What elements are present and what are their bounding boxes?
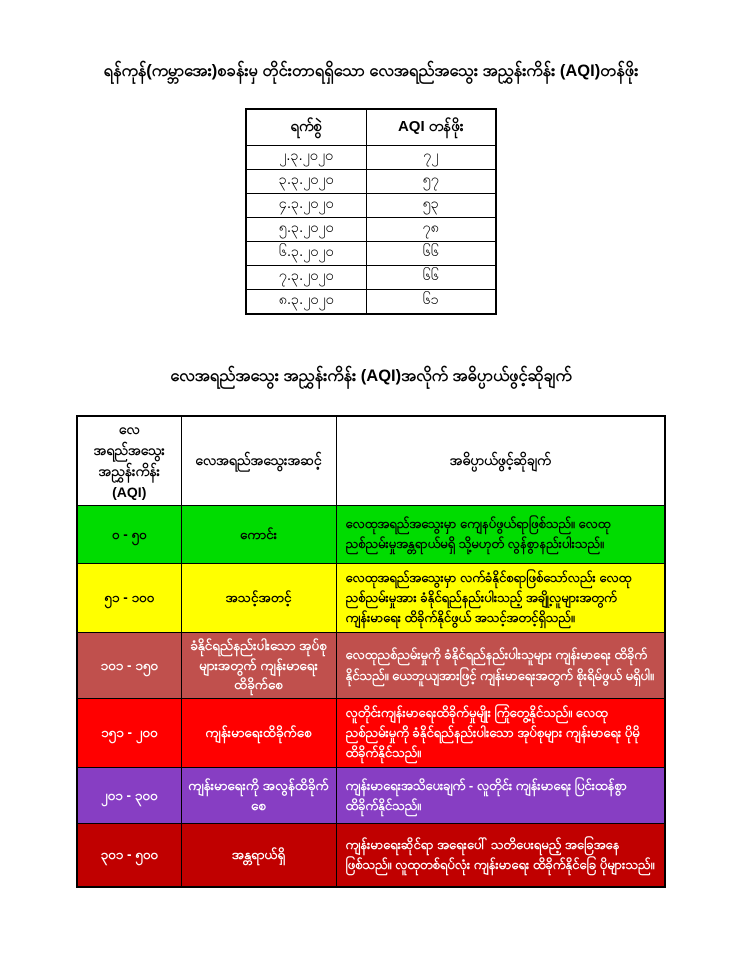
aqi-table-row <box>246 218 496 242</box>
aqi-values-table-header <box>246 109 496 146</box>
aqi-table-row <box>246 146 496 170</box>
legend-description-cell: လေထုအရည်အသွေးမှာ ကျေနပ်ဖွယ်ရာဖြစ်သည်။ လေထုညစ်ညမ်းမှုအန္တရာယ်မရှိ သို့မဟုတ် လွန်စွာနည်းပါးသည်။ <box>336 505 665 563</box>
legend-table-header <box>77 416 665 506</box>
aqi-date-cell: ၈.၃.၂၀၂၀ <box>246 290 366 314</box>
aqi-date-cell: ၃.၃.၂၀၂၀ <box>246 170 366 194</box>
legend-header-row <box>77 416 665 506</box>
legend-level-cell: ကျန်းမာရေးကို အလွန်ထိခိုက်စေ <box>181 768 336 824</box>
aqi-value-cell: ၅၃ <box>366 194 496 218</box>
aqi-table-header-date: ရက်စွဲ <box>246 109 366 146</box>
legend-row <box>77 505 665 563</box>
aqi-date-cell: ၅.၃.၂၀၂၀ <box>246 218 366 242</box>
aqi-value-cell: ၆၆ <box>366 242 496 266</box>
aqi-legend-table <box>76 415 666 888</box>
legend-header-level: လေအရည်အသွေးအဆင့် <box>181 416 336 506</box>
legend-row <box>77 768 665 824</box>
aqi-value-cell: ၇၂ <box>366 146 496 170</box>
legend-description-cell: လူတိုင်းကျန်းမာရေးထိခိုက်မှုမျိုး ကြုံတွေ့နိုင်သည်။ လေထုညစ်ညမ်းမှုကို ခံနိုင်ရည်နည်းပါးသော အုပ်စုများ ကျန်းမာရေး ပိုမိုထိခိုက်နိုင်သည်။ <box>336 698 665 767</box>
aqi-table-row <box>246 170 496 194</box>
legend-row <box>77 633 665 699</box>
aqi-values-table-body <box>246 146 496 314</box>
legend-range-cell: ၃၀၁ - ၅၀၀ <box>77 824 181 887</box>
legend-row <box>77 563 665 632</box>
legend-level-cell: အန္တရာယ်ရှိ <box>181 824 336 887</box>
legend-level-cell: ကောင်း <box>181 505 336 563</box>
legend-range-cell: ၁၅၁ - ၂၀၀ <box>77 698 181 767</box>
aqi-value-cell: ၆၁ <box>366 290 496 314</box>
aqi-table-row <box>246 242 496 266</box>
aqi-date-cell: ၄.၃.၂၀၂၀ <box>246 194 366 218</box>
aqi-date-cell: ၂.၃.၂၀၂၀ <box>246 146 366 170</box>
aqi-date-cell: ၇.၃.၂၀၂၀ <box>246 266 366 290</box>
legend-row <box>77 824 665 887</box>
aqi-value-cell: ၇၈ <box>366 218 496 242</box>
legend-title: လေအရည်အသွေး အညွှန်းကိန်း (AQI)အလိုက် အဓိပ္ပာယ်ဖွင့်ဆိုချက် <box>170 366 572 385</box>
aqi-value-cell: ၅၇ <box>366 170 496 194</box>
page-title: ရန်ကုန်(ကမ္ဘာအေး)စခန်းမှ တိုင်းတာရရှိသော လေအရည်အသွေး အညွှန်းကိန်း (AQI)တန်ဖိုး <box>103 62 639 80</box>
legend-header-index: လေအရည်အသွေး အညွှန်းကိန်း (AQI) <box>77 416 181 506</box>
legend-range-cell: ၅၁ - ၁၀၀ <box>77 563 181 632</box>
aqi-table-row <box>246 266 496 290</box>
legend-description-cell: ကျန်းမာရေးအသိပေးချက် - လူတိုင်း ကျန်းမာရေး ပြင်းထန်စွာ ထိခိုက်နိုင်သည်။ <box>336 768 665 824</box>
legend-range-cell: ၂၀၁ - ၃၀၀ <box>77 768 181 824</box>
aqi-table-row <box>246 194 496 218</box>
legend-level-cell: ခံနိုင်ရည်နည်းပါးသော အုပ်စုများအတွက် ကျန်းမာရေးထိခိုက်စေ <box>181 633 336 699</box>
legend-description-cell: ကျန်းမာရေးဆိုင်ရာ အရေးပေါ် သတိပေးရမည့် အခြေအနေဖြစ်သည်။ လူထုတစ်ရပ်လုံး ကျန်းမာရေး ထိခိုက်နိုင်ခြေ ပိုများသည်။ <box>336 824 665 887</box>
aqi-values-table <box>245 108 497 315</box>
legend-level-cell: ကျန်းမာရေးထိခိုက်စေ <box>181 698 336 767</box>
legend-row <box>77 698 665 767</box>
aqi-value-cell: ၆၆ <box>366 266 496 290</box>
aqi-table-header-value: AQI တန်ဖိုး <box>366 109 496 146</box>
legend-description-cell: လေထုအရည်အသွေးမှာ လက်ခံနိုင်စရာဖြစ်သော်လည်း လေထုညစ်ညမ်းမှုအား ခံနိုင်ရည်နည်းပါးသည့် အချို့လူများအတွက် ကျန်းမာရေး ထိခိုက်နိုင်ဖွယ် အသင့်အတင့်ရှိသည်။ <box>336 563 665 632</box>
legend-range-cell: ၁၀၁ - ၁၅၀ <box>77 633 181 699</box>
legend-header-meaning: အဓိပ္ပာယ်ဖွင့်ဆိုချက် <box>336 416 665 506</box>
aqi-date-cell: ၆.၃.၂၀၂၀ <box>246 242 366 266</box>
legend-range-cell: ၀ - ၅၀ <box>77 505 181 563</box>
legend-level-cell: အသင့်အတင့် <box>181 563 336 632</box>
aqi-table-row <box>246 290 496 314</box>
legend-table-body <box>77 505 665 887</box>
legend-description-cell: လေထုညစ်ညမ်းမှုကို ခံနိုင်ရည်နည်းပါးသူများ ကျန်းမာရေး ထိခိုက်နိုင်သည်။ ယေဘူယျအားဖြင့် ကျန်းမာရေးအတွက် စိုးရိမ်ဖွယ် မရှိပါ။ <box>336 633 665 699</box>
aqi-table-header-row <box>246 109 496 146</box>
